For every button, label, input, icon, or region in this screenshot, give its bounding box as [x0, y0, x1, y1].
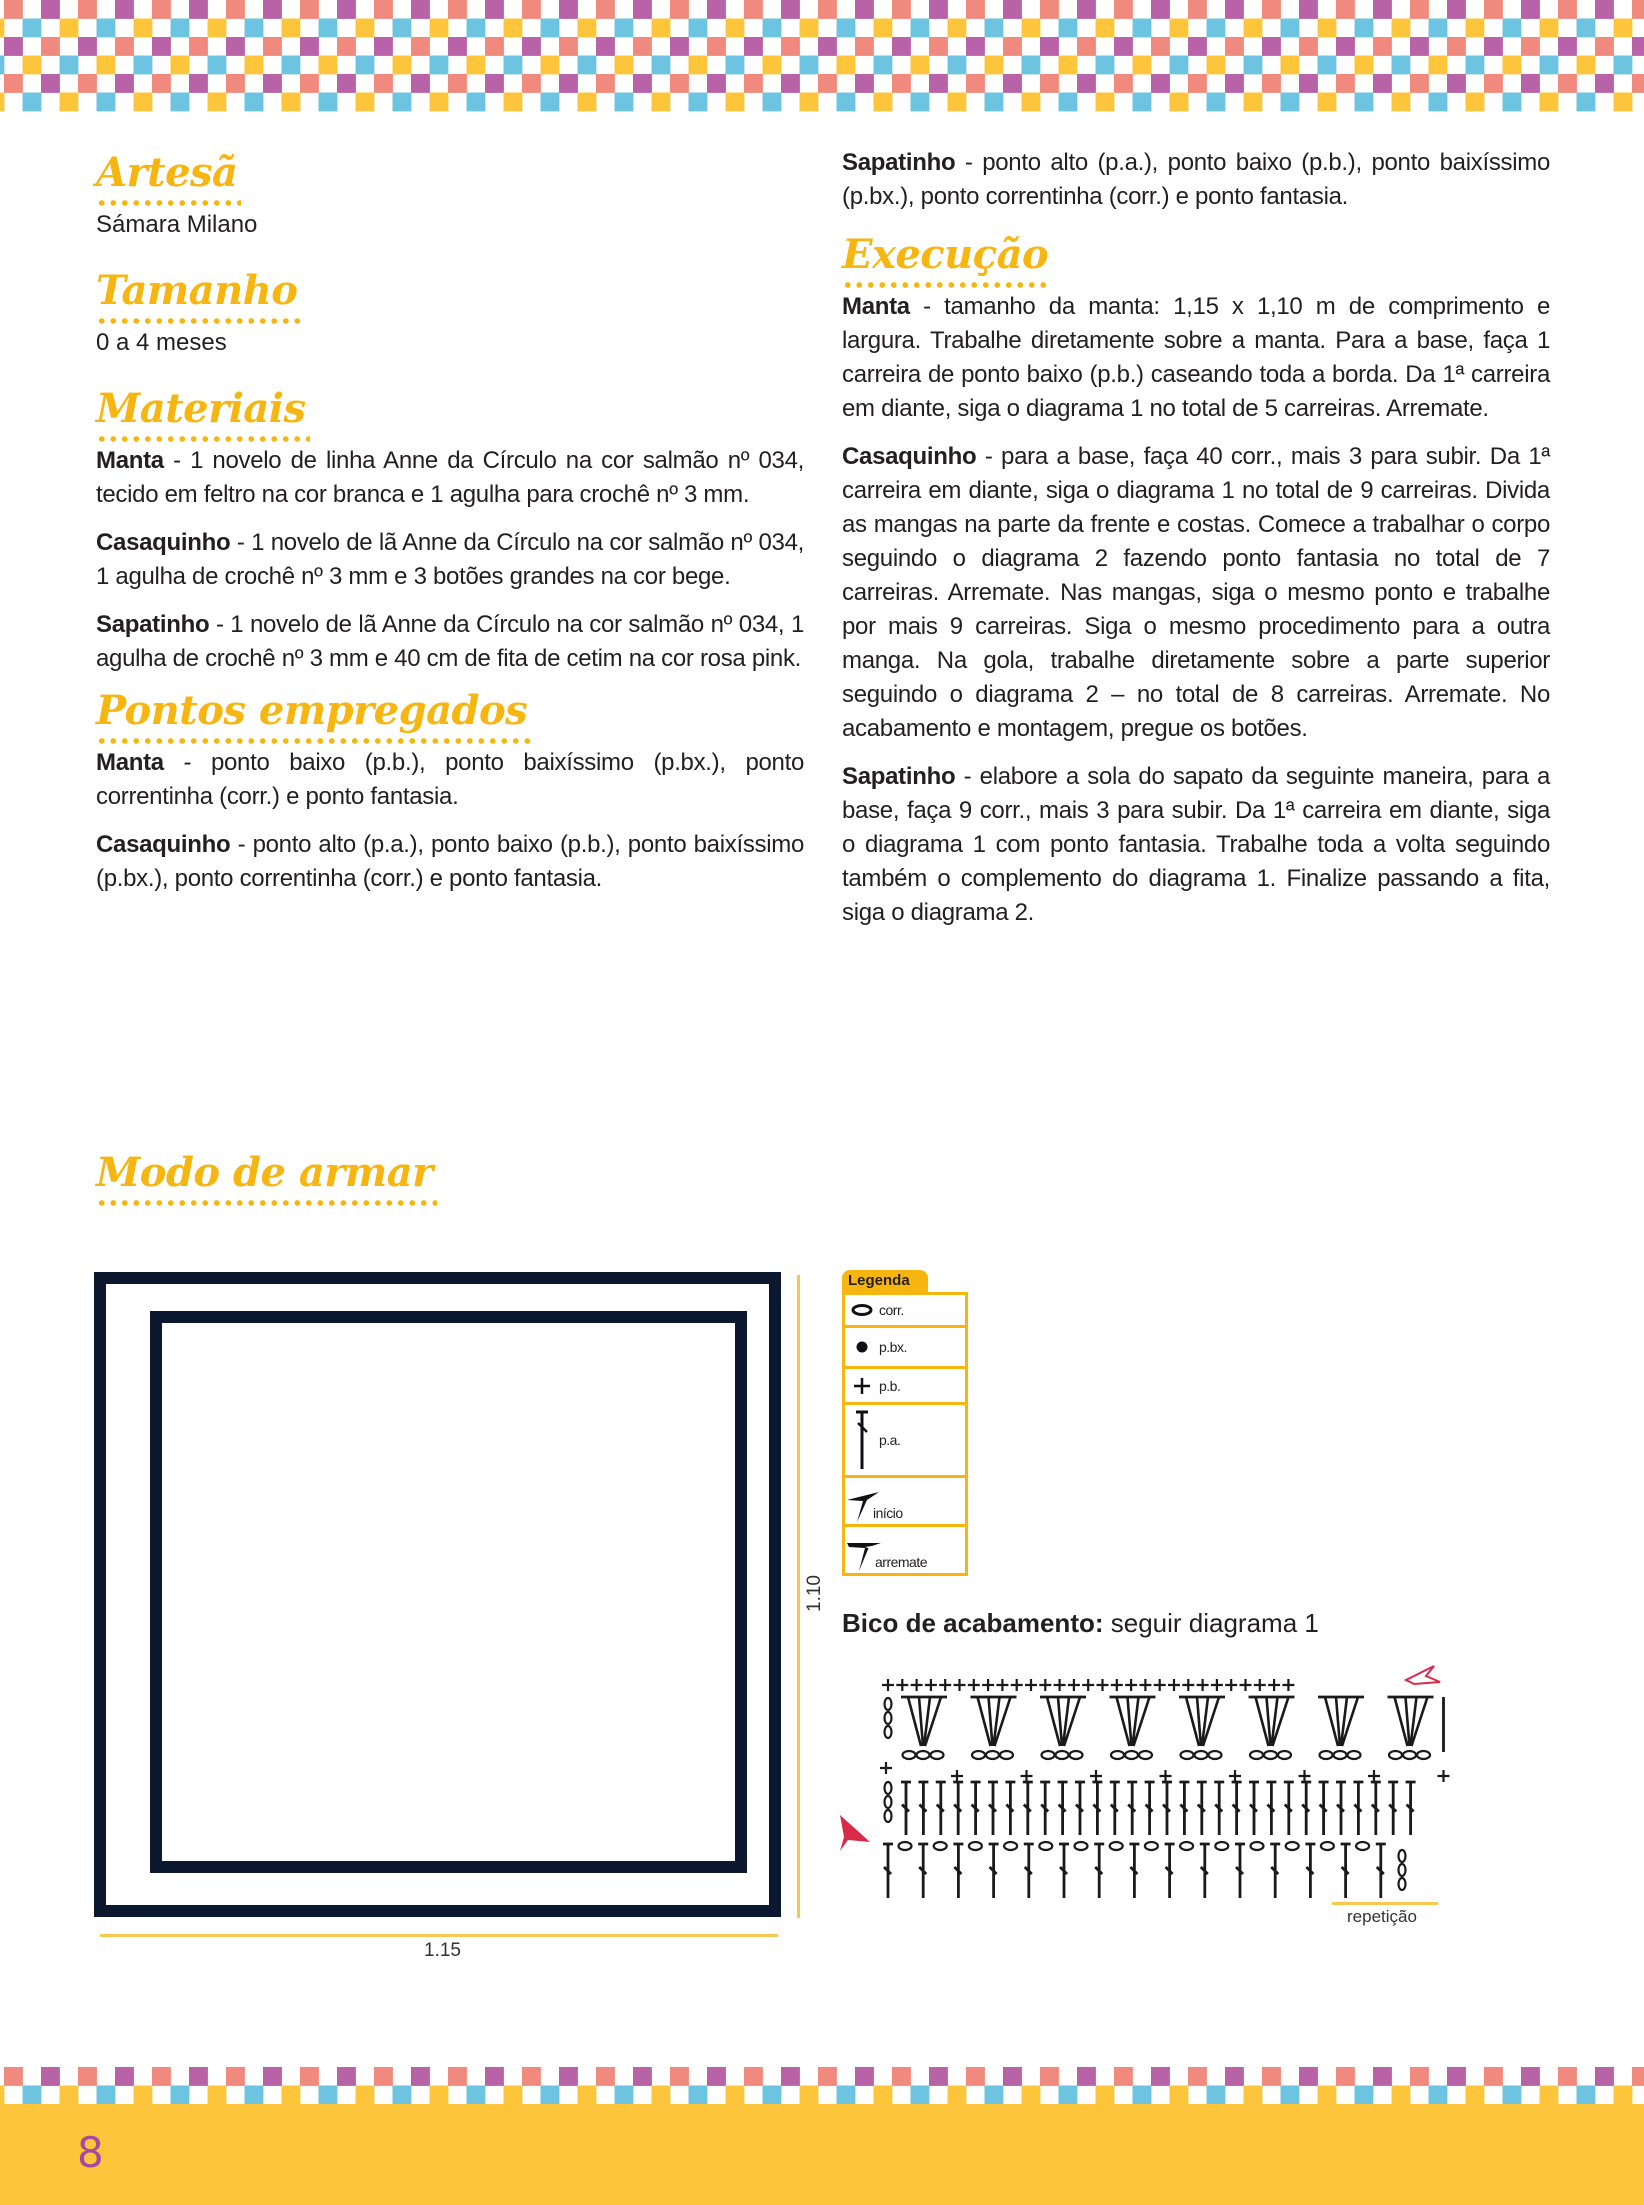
item-text: - elabore a sola do sapato da seguinte maneira, para a base, faça 9 corr., mais 3 para subir. Da 1ª carreira em diante, siga o diagrama 1 com ponto fantasia. Trabalhe toda a volta seguindo também o complemento do diagrama 1. Finalize passando a fita, siga o diagrama 2. [842, 763, 1550, 926]
legend [842, 1270, 968, 1576]
artesa-name: Sámara Milano [96, 211, 258, 238]
diagram-title [842, 1608, 1319, 1639]
materiais-manta [96, 444, 804, 512]
height-dimension-line [797, 1275, 800, 1918]
item-label: Manta [96, 749, 164, 776]
tamanho-heading: Tamanho [96, 268, 297, 326]
pontos-heading: Pontos empregados [96, 688, 527, 746]
execucao-casaquinho [842, 440, 1550, 746]
legend-row [845, 1524, 965, 1573]
blanket-inner-frame [150, 1311, 747, 1873]
single-crochet-cross-icon [845, 1376, 879, 1396]
page-number: 8 [77, 2128, 104, 2177]
materiais-casaquinho [96, 526, 804, 594]
item-label: Sapatinho [96, 611, 210, 638]
width-dimension-line [100, 1934, 778, 1937]
pontos-casaquinho [96, 828, 804, 896]
pontos-section [96, 688, 804, 896]
item-text: - 1 novelo de linha Anne da Círculo na cor salmão nº 034, tecido em feltro na cor branca e 1 agulha para crochê nº 3 mm. [96, 447, 804, 508]
pontos-sapatinho [842, 146, 1550, 214]
legend-row [845, 1292, 965, 1325]
repeat-label: repetição [1347, 1907, 1417, 1926]
item-label: Sapatinho [842, 149, 956, 176]
item-label: Manta [842, 293, 910, 320]
pontos-manta [96, 746, 804, 814]
item-text: - ponto baixo (p.b.), ponto baixíssimo (p.bx.), ponto correntinha (corr.) e ponto fantasia. [96, 749, 804, 810]
item-label: Casaquinho [96, 831, 231, 858]
execucao-sapatinho [842, 760, 1550, 930]
double-crochet-icon [845, 1409, 879, 1471]
item-label: Sapatinho [842, 763, 956, 790]
legend-label: p.b. [879, 1377, 901, 1394]
repeat-marker-line [1332, 1902, 1438, 1905]
modo-de-armar-heading: Modo de armar [96, 1150, 433, 1208]
legend-label: início [873, 1505, 903, 1521]
materiais-sapatinho [96, 608, 804, 676]
item-text: - ponto alto (p.a.), ponto baixo (p.b.), ponto baixíssimo (p.bx.), ponto correntinha (corr.) e ponto fantasia. [96, 831, 804, 892]
item-label: Casaquinho [842, 443, 977, 470]
materiais-heading: Materiais [96, 386, 306, 444]
legend-title: Legenda [842, 1270, 928, 1292]
execucao-manta [842, 290, 1550, 426]
item-text: - 1 novelo de lã Anne da Círculo na cor salmão nº 034, 1 agulha de crochê nº 3 mm e 3 botões grandes na cor bege. [96, 529, 804, 590]
item-label: Casaquinho [96, 529, 231, 556]
execucao-heading: Execução [842, 232, 1048, 290]
footer-bar [0, 2104, 1644, 2205]
artesa-heading: Artesã [96, 150, 237, 208]
height-dimension-label: 1.10 [804, 1575, 825, 1612]
slip-stitch-dot-icon [845, 1340, 879, 1354]
artesa-section [96, 150, 804, 242]
legend-label: arremate [875, 1554, 928, 1570]
legend-label: p.a. [879, 1432, 901, 1448]
chain-oval-icon [845, 1304, 879, 1316]
bottom-checker-border [0, 2067, 1644, 2104]
legend-label: p.bx. [879, 1339, 907, 1355]
legend-row [845, 1325, 965, 1366]
legend-box [842, 1292, 968, 1576]
right-column [842, 146, 1550, 944]
legend-row [845, 1475, 965, 1524]
legend-row [845, 1402, 965, 1475]
tamanho-text: 0 a 4 meses [96, 329, 227, 356]
materiais-section [96, 386, 804, 676]
diagram-title-bold: Bico de acabamento: [842, 1608, 1104, 1638]
item-text: - para a base, faça 40 corr., mais 3 para subir. Da 1ª carreira em diante, siga o diagrama 1 no total de 9 carreiras. Divida as mangas na parte da frente e costas. Comece a trabalhar o corpo seguindo o diagrama 2 fazendo ponto fantasia no total de 7 carreiras. Arremate. Nas mangas, siga o mesmo ponto e trabalhe por mais 9 carreiras. Siga o mesmo procedimento para a outra manga. Na gola, trabalhe diretamente sobre a parte superior seguindo o diagrama 2 – no total de 8 carreiras. Arremate. No acabamento e montagem, pregue os botões. [842, 443, 1550, 742]
tamanho-section [96, 268, 804, 360]
top-checker-border [0, 0, 1644, 112]
crochet-edging-diagram [840, 1660, 1480, 1905]
item-text: - ponto alto (p.a.), ponto baixo (p.b.), ponto baixíssimo (p.bx.), ponto correntinha (corr.) e ponto fantasia. [842, 149, 1550, 210]
legend-row [845, 1366, 965, 1402]
item-label: Manta [96, 447, 164, 474]
legend-label: corr. [879, 1302, 904, 1318]
width-dimension-label: 1.15 [424, 1940, 461, 1961]
left-column [96, 150, 804, 922]
item-text: - tamanho da manta: 1,15 x 1,10 m de comprimento e largura. Trabalhe diretamente sobre a manta. Para a base, faça 1 carreira de ponto baixo (p.b.) caseando toda a borda. Da 1ª carreira em diante, siga o diagrama 1 no total de 5 carreiras. Arremate. [842, 293, 1550, 422]
item-text: - 1 novelo de lã Anne da Círculo na cor salmão nº 034, 1 agulha de crochê nº 3 mm e 40 cm de fita de cetim na cor rosa pink. [96, 611, 804, 672]
diagram-title-rest: seguir diagrama 1 [1103, 1608, 1319, 1638]
execucao-section [842, 232, 1550, 930]
